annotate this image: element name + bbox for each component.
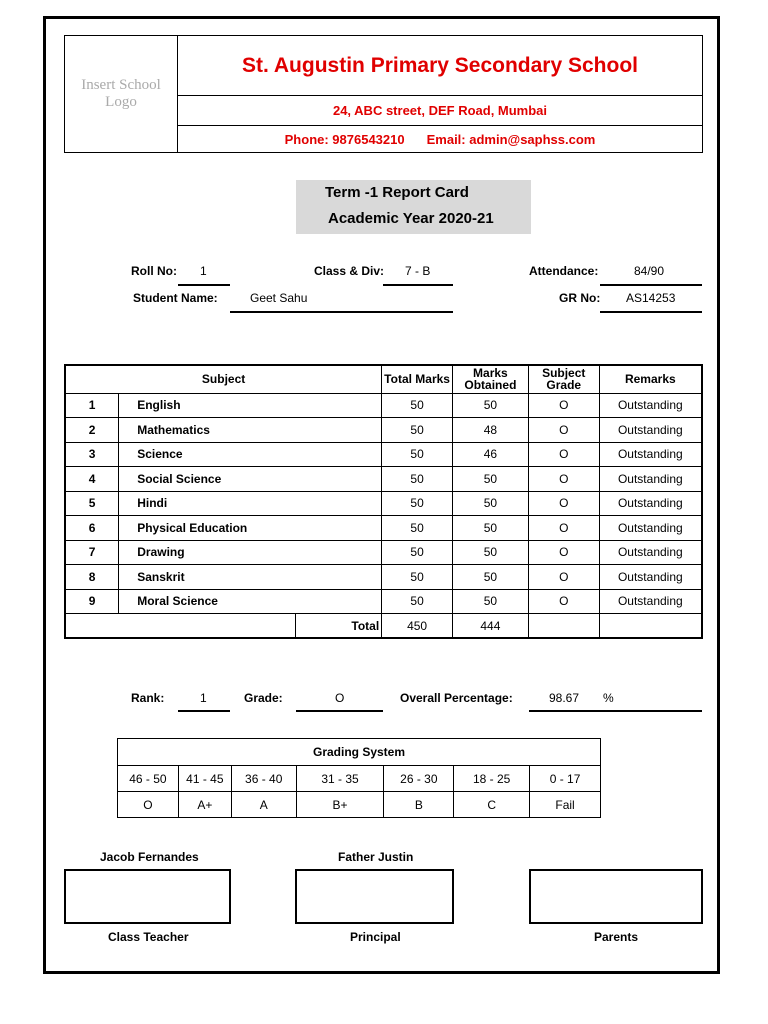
class-underline [383, 284, 453, 286]
grade-letter: B [384, 792, 454, 818]
row-obtained: 50 [452, 516, 528, 541]
header-subject: Subject [65, 365, 382, 393]
parents-label: Parents [594, 930, 639, 944]
table-row [65, 418, 702, 443]
grading-range-row [118, 766, 601, 792]
school-contact [178, 126, 702, 152]
rank-value: 1 [200, 691, 207, 705]
percentage-label: Overall Percentage: [400, 691, 513, 705]
row-number: 3 [65, 442, 119, 467]
row-total: 50 [382, 516, 453, 541]
table-row [65, 491, 702, 516]
row-subject: Science [119, 442, 382, 467]
row-obtained: 48 [452, 418, 528, 443]
table-row [65, 589, 702, 614]
row-total: 50 [382, 418, 453, 443]
row-subject: Drawing [119, 540, 382, 565]
teacher-name: Jacob Fernandes [100, 850, 199, 864]
principal-name: Father Justin [338, 850, 414, 864]
grade-letter: Fail [530, 792, 601, 818]
school-address: 24, ABC street, DEF Road, Mumbai [178, 96, 702, 126]
row-remarks: Outstanding [599, 540, 702, 565]
gr-underline [600, 311, 702, 313]
grade-range: 26 - 30 [384, 766, 454, 792]
row-grade: O [528, 491, 599, 516]
header-subject-grade-1: Subject [542, 366, 586, 381]
row-number: 6 [65, 516, 119, 541]
total-grade-blank [528, 614, 599, 639]
row-grade: O [528, 565, 599, 590]
parents-signature-box [529, 869, 703, 924]
report-term: Term -1 Report Card [325, 184, 469, 201]
grading-grade-row [118, 792, 601, 818]
row-number: 4 [65, 467, 119, 492]
school-logo-placeholder [64, 35, 178, 153]
header-remarks: Remarks [599, 365, 702, 393]
percentage-underline [529, 710, 702, 712]
table-row [65, 516, 702, 541]
row-grade: O [528, 467, 599, 492]
row-subject: Moral Science [119, 589, 382, 614]
attendance-label: Attendance: [529, 264, 599, 278]
header-subject-grade [528, 365, 599, 393]
school-phone: Phone: 9876543210 [284, 131, 405, 147]
row-remarks: Outstanding [599, 393, 702, 418]
student-name-label: Student Name: [133, 291, 218, 305]
row-subject: Mathematics [119, 418, 382, 443]
row-grade: O [528, 540, 599, 565]
gr-value: AS14253 [626, 291, 676, 305]
row-total: 50 [382, 467, 453, 492]
row-obtained: 50 [452, 589, 528, 614]
percent-sign: % [603, 691, 614, 705]
total-marks: 450 [382, 614, 453, 639]
row-obtained: 50 [452, 467, 528, 492]
total-row [65, 614, 702, 639]
row-total: 50 [382, 540, 453, 565]
table-row [65, 565, 702, 590]
row-grade: O [528, 589, 599, 614]
row-remarks: Outstanding [599, 516, 702, 541]
row-remarks: Outstanding [599, 565, 702, 590]
school-name: St. Augustin Primary Secondary School [178, 36, 702, 96]
total-obtained: 444 [452, 614, 528, 639]
row-number: 8 [65, 565, 119, 590]
row-total: 50 [382, 565, 453, 590]
row-obtained: 50 [452, 540, 528, 565]
row-number: 5 [65, 491, 119, 516]
row-number: 9 [65, 589, 119, 614]
grade-letter: B+ [296, 792, 384, 818]
row-subject: Hindi [119, 491, 382, 516]
grade-letter: O [118, 792, 179, 818]
row-remarks: Outstanding [599, 491, 702, 516]
row-remarks: Outstanding [599, 467, 702, 492]
row-total: 50 [382, 491, 453, 516]
row-grade: O [528, 516, 599, 541]
total-label: Total [296, 614, 382, 639]
row-number: 2 [65, 418, 119, 443]
table-row [65, 540, 702, 565]
grade-range: 46 - 50 [118, 766, 179, 792]
attendance-value: 84/90 [634, 264, 665, 278]
school-email: Email: admin@saphss.com [426, 131, 596, 147]
roll-underline [178, 284, 230, 286]
percentage-value: 98.67 [549, 691, 580, 705]
row-obtained: 50 [452, 393, 528, 418]
principal-label: Principal [350, 930, 401, 944]
row-number: 1 [65, 393, 119, 418]
row-obtained: 46 [452, 442, 528, 467]
row-grade: O [528, 442, 599, 467]
row-grade: O [528, 393, 599, 418]
logo-line-2: Logo [105, 94, 137, 110]
table-row [65, 393, 702, 418]
grading-title-row [118, 739, 601, 766]
marks-table [64, 364, 703, 639]
grade-value: O [335, 691, 345, 705]
report-title [296, 180, 531, 234]
row-total: 50 [382, 442, 453, 467]
rank-label: Rank: [131, 691, 165, 705]
header-subject-grade-2: Grade [546, 378, 582, 393]
header-total-marks: Total Marks [382, 365, 453, 393]
class-label: Class & Div: [314, 264, 385, 278]
row-total: 50 [382, 589, 453, 614]
total-blank [65, 614, 296, 639]
row-subject: English [119, 393, 382, 418]
roll-value: 1 [200, 264, 207, 278]
class-value: 7 - B [405, 264, 431, 278]
grade-range: 41 - 45 [178, 766, 231, 792]
row-obtained: 50 [452, 491, 528, 516]
student-name-underline [230, 311, 453, 313]
row-grade: O [528, 418, 599, 443]
header-marks-obtained [452, 365, 528, 393]
grade-letter: A [231, 792, 296, 818]
logo-line-1: Insert School [81, 77, 161, 93]
school-header [177, 35, 703, 153]
header-marks-obtained-2: Obtained [464, 378, 517, 393]
rank-underline [178, 710, 230, 712]
grading-system-table [117, 738, 601, 818]
principal-signature-box [295, 869, 454, 924]
row-obtained: 50 [452, 565, 528, 590]
row-subject: Sanskrit [119, 565, 382, 590]
grade-underline [296, 710, 383, 712]
marks-header-row [65, 365, 702, 393]
grade-range: 31 - 35 [296, 766, 384, 792]
attendance-underline [600, 284, 702, 286]
row-total: 50 [382, 393, 453, 418]
grade-label: Grade: [244, 691, 283, 705]
teacher-label: Class Teacher [108, 930, 189, 944]
grade-letter: C [454, 792, 530, 818]
grade-range: 0 - 17 [530, 766, 601, 792]
grading-title: Grading System [118, 739, 601, 766]
row-remarks: Outstanding [599, 589, 702, 614]
total-remarks-blank [599, 614, 702, 639]
grade-range: 36 - 40 [231, 766, 296, 792]
header-marks-obtained-1: Marks [473, 366, 508, 381]
student-name-value: Geet Sahu [250, 291, 308, 305]
row-number: 7 [65, 540, 119, 565]
row-subject: Social Science [119, 467, 382, 492]
gr-label: GR No: [559, 291, 601, 305]
row-remarks: Outstanding [599, 418, 702, 443]
table-row [65, 467, 702, 492]
teacher-signature-box [64, 869, 231, 924]
row-subject: Physical Education [119, 516, 382, 541]
grade-letter: A+ [178, 792, 231, 818]
table-row [65, 442, 702, 467]
row-remarks: Outstanding [599, 442, 702, 467]
roll-label: Roll No: [131, 264, 177, 278]
academic-year: Academic Year 2020-21 [328, 210, 494, 227]
grade-range: 18 - 25 [454, 766, 530, 792]
